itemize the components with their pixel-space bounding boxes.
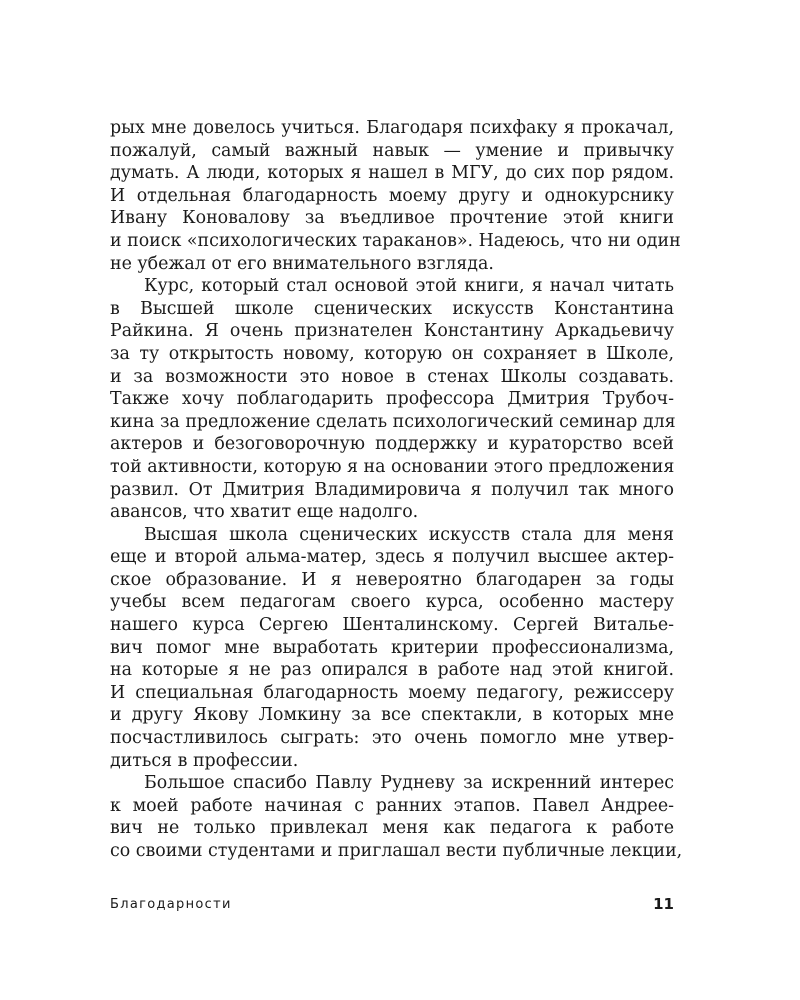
text-line: со своими студентами и приглашал вести публичные лекции, [110,841,683,861]
text-line: и поиск «психологических тараканов». Надеюсь, что ни один [110,230,681,251]
text-line: И специальная благодарность моему педагогу, режиссеру [110,682,674,703]
text-line: пожалуй, самый важный навык — умение и привычку [110,140,674,161]
text-line: посчастливилось сыграть: это очень помогло мне утвер- [110,728,674,749]
text-line: диться в профессии. [110,750,299,771]
text-line: думать. А люди, которых я нашел в МГУ, до сих пор рядом. [110,163,674,184]
text-line: учебы всем педагогам своего курса, особенно мастеру [110,592,674,613]
page-number: 11 [653,895,674,913]
text-line: Высшая школа сценических искусств стала для меня [144,524,674,545]
text-line: нашего курса Сергею Шенталинскому. Сергей Виталье- [110,615,674,636]
body-text [110,117,683,863]
text-line: той активности, которую я на основании этого предложения [110,456,675,477]
text-line: кина за предложение сделать психологический семинар для [110,411,676,432]
text-line: за ту открытость новому, которую он сохраняет в Школе, [110,343,674,364]
running-footer-title: Благодарности [110,897,232,912]
text-line: Райкина. Я очень признателен Константину Аркадьевичу [110,321,674,342]
text-line: на которые я не раз опирался в работе над этой книгой. [110,660,674,681]
text-line: авансов, что хватит еще надолго. [110,502,419,523]
text-line: И отдельная благодарность моему другу и однокурснику [110,185,674,206]
text-line: рых мне довелось учиться. Благодаря психфаку я прокачал, [110,118,674,138]
text-line: ское образование. И я невероятно благодарен за годы [110,569,674,590]
text-line: Курс, который стал основой этой книги, я начал читать [144,276,674,297]
text-line: вич не только привлекал меня как педагога к работе [110,818,674,839]
text-line: в Высшей школе сценических искусств Константина [110,298,674,319]
text-line: актеров и безоговорочную поддержку и кураторство всей [110,434,674,455]
text-line: не убежал от его внимательного взгляда. [110,253,494,274]
text-line: вич помог мне выработать критерии профессионализма, [110,637,674,658]
text-line: Большое спасибо Павлу Рудневу за искренний интерес [144,773,674,794]
text-line: к моей работе начиная с ранних этапов. Павел Андрее- [110,795,674,816]
text-line: развил. От Дмитрия Владимировича я получил так много [110,479,674,500]
paragraph [110,275,674,524]
text-line: и другу Якову Ломкину за все спектакли, в которых мне [110,705,674,726]
paragraph [110,117,681,275]
text-line: еще и второй альма-матер, здесь я получил высшее актер- [110,547,674,568]
text-line: Также хочу поблагодарить профессора Дмитрия Трубоч- [110,389,674,410]
text-line: Ивану Коновалову за въедливое прочтение этой книги [110,208,674,229]
paragraph [110,772,683,862]
text-line: и за возможности это новое в стенах Школы создавать. [110,366,674,387]
paragraph [110,524,674,773]
page-footer [110,893,674,917]
